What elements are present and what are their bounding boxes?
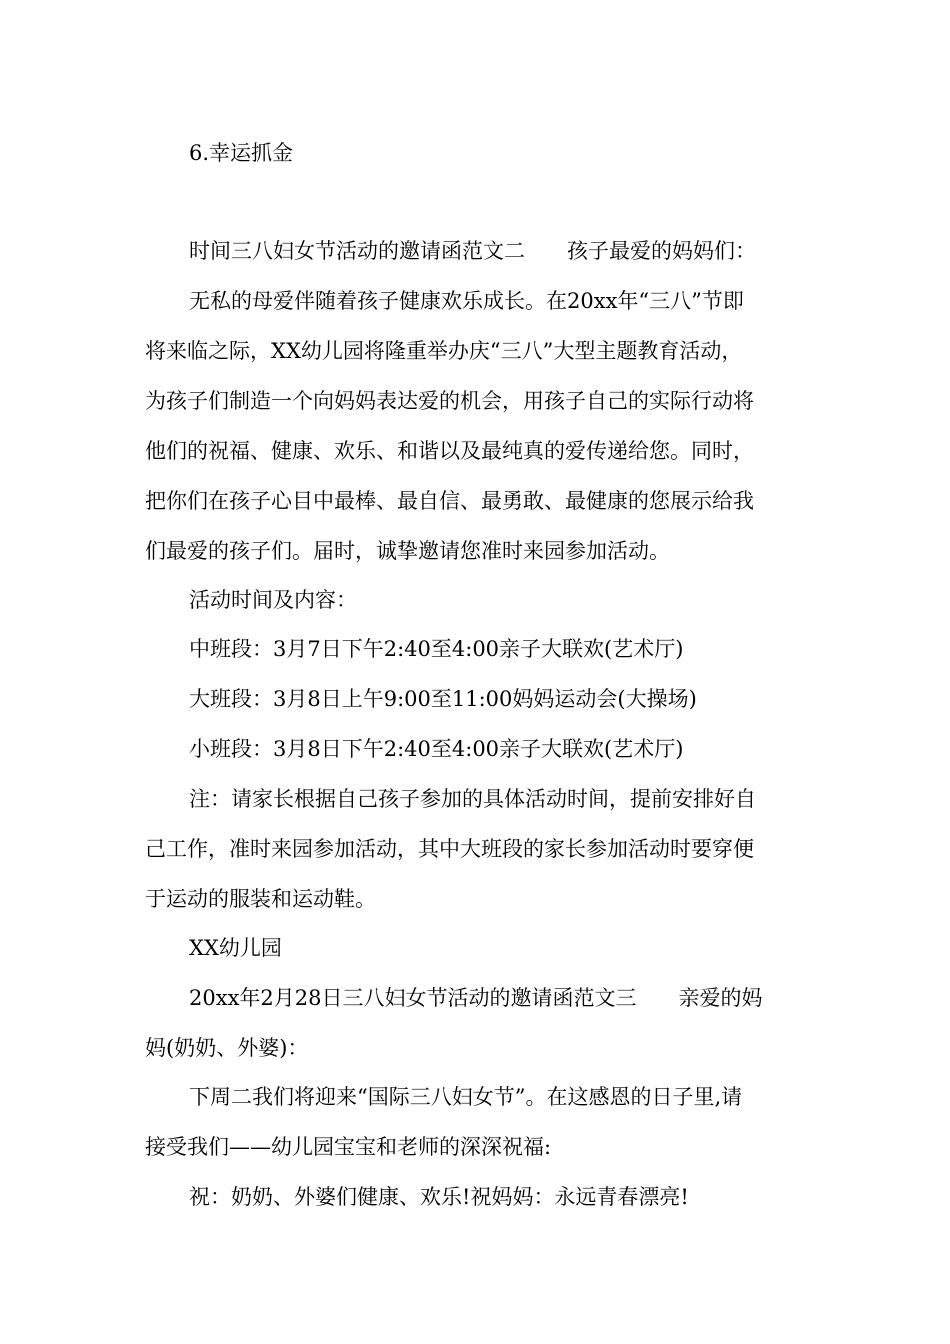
body-line: 无私的母爱伴随着孩子健康欢乐成长。在20xx年“三八”节即 [189, 289, 744, 313]
template-two-title: 时间三八妇女节活动的邀请函范文二 孩子最爱的妈妈们： [189, 239, 756, 263]
body-line: 他们的祝福、健康、欢乐、和谐以及最纯真的爱传递给您。同时， [145, 439, 754, 463]
schedule-heading: 活动时间及内容： [189, 588, 357, 612]
body-line: 将来临之际，XX幼儿园将隆重举办庆“三八”大型主题教育活动， [145, 339, 743, 363]
blessing-line: 祝：奶奶、外婆们健康、欢乐!祝妈妈：永远青春漂亮! [189, 1185, 689, 1209]
schedule-item-senior-class: 大班段：3月8日上午9:00至11:00妈妈运动会(大操场) [189, 687, 697, 711]
body-line: 们最爱的孩子们。届时，诚挚邀请您准时来园参加活动。 [145, 539, 670, 563]
note-line: 注：请家长根据自己孩子参加的具体活动时间，提前安排好自 [189, 787, 756, 811]
schedule-item-junior-class: 小班段：3月8日下午2:40至4:00亲子大联欢(艺术厅) [189, 737, 684, 761]
schedule-item-middle-class: 中班段：3月7日下午2:40至4:00亲子大联欢(艺术厅) [189, 637, 684, 661]
body-line: 为孩子们制造一个向妈妈表达爱的机会，用孩子自己的实际行动将 [145, 389, 754, 413]
signature-kindergarten: XX幼儿园 [189, 936, 282, 960]
date-and-template-three-title: 20xx年2月28日三八妇女节活动的邀请函范文三 亲爱的妈 [189, 986, 763, 1010]
body-line: 把你们在孩子心目中最棒、最自信、最勇敢、最健康的您展示给我 [145, 489, 754, 513]
section-item-heading: 6.幸运抓金 [189, 141, 294, 165]
salutation-line: 妈(奶奶、外婆)： [145, 1036, 309, 1060]
note-line: 己工作，准时来园参加活动，其中大班段的家长参加活动时要穿便 [145, 837, 754, 861]
body-line: 接受我们——幼儿园宝宝和老师的深深祝福: [145, 1135, 552, 1159]
body-line: 下周二我们将迎来“国际三八妇女节”。在这感恩的日子里,请 [189, 1085, 743, 1109]
note-line: 于运动的服装和运动鞋。 [145, 887, 376, 911]
